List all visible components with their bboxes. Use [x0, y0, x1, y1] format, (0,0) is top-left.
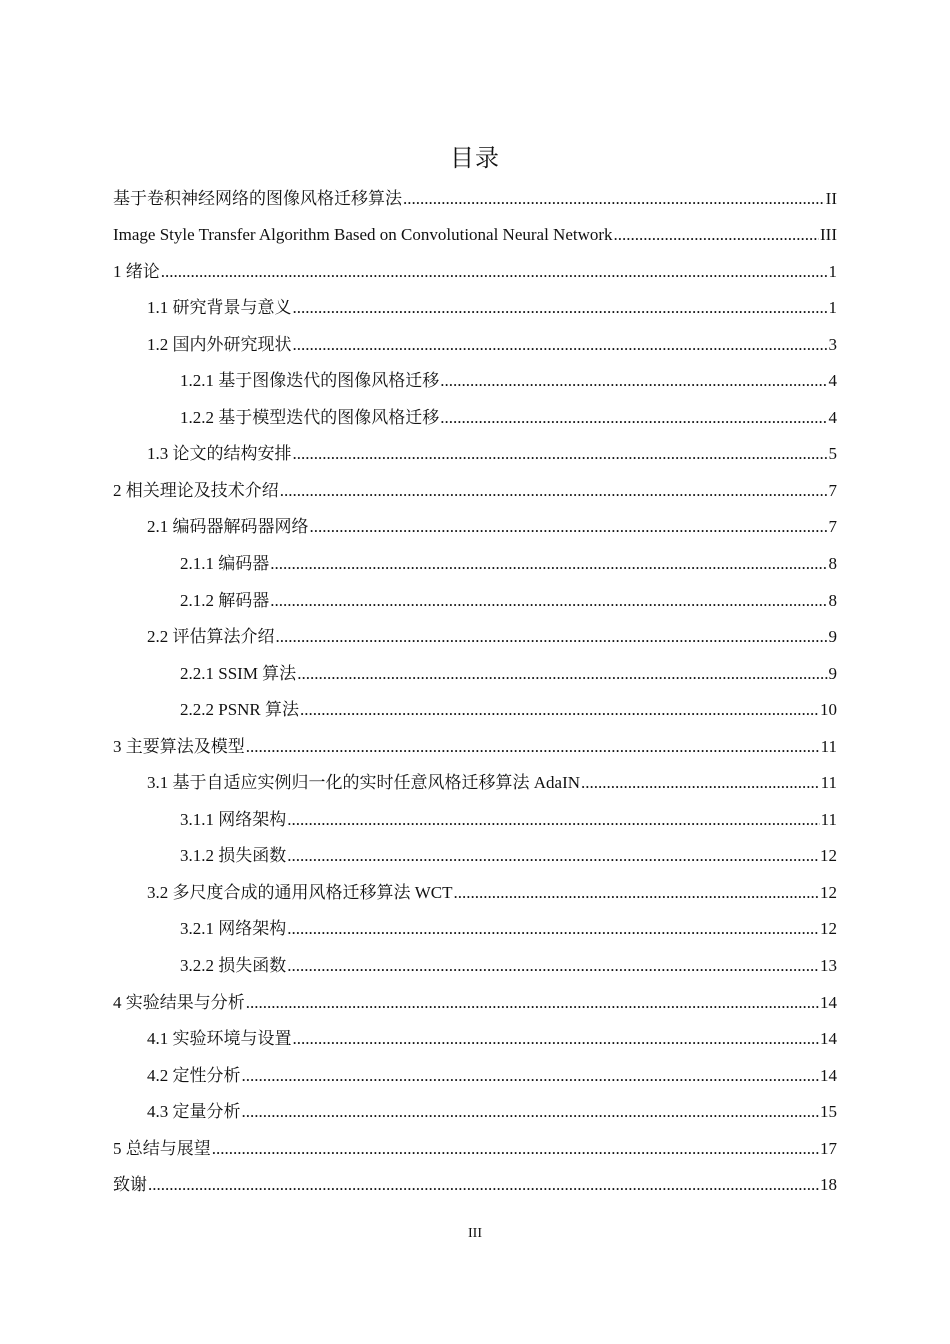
toc-entry-title: Image Style Transfer Algorithm Based on Convolutional Neural Network	[113, 225, 613, 245]
toc-entry-page: 14	[820, 1029, 837, 1049]
toc-entry-page: 13	[820, 956, 837, 976]
dot-leader	[454, 875, 819, 911]
toc-entry-title: 1.3 论文的结构安排	[147, 444, 292, 464]
toc-entry-page: 8	[828, 590, 837, 610]
toc-entry[interactable]	[113, 728, 837, 765]
toc-entry-page: 15	[820, 1102, 837, 1122]
toc-entry-page: 14	[820, 992, 837, 1012]
dot-leader	[440, 363, 827, 399]
dot-leader	[287, 911, 819, 947]
toc-entry-page: 5	[828, 444, 837, 464]
toc-entry[interactable]	[113, 217, 837, 254]
dot-leader	[246, 985, 819, 1021]
toc-entry-page: 7	[828, 480, 837, 500]
toc-entry[interactable]	[113, 692, 837, 729]
toc-entry[interactable]	[113, 363, 837, 400]
toc-entry[interactable]	[113, 947, 837, 984]
toc-entry-page: 14	[820, 1065, 837, 1085]
dot-leader	[246, 729, 820, 765]
toc-entry-page: III	[820, 225, 837, 245]
toc-entry[interactable]	[113, 911, 837, 948]
toc-entry-page: 9	[828, 663, 837, 683]
toc-entry-title: 3.1.2 损失函数	[180, 846, 287, 866]
toc-entry[interactable]	[113, 1130, 837, 1167]
dot-leader	[614, 217, 819, 253]
dot-leader	[287, 948, 819, 984]
dot-leader	[403, 181, 825, 217]
toc-entry[interactable]	[113, 436, 837, 473]
dot-leader	[280, 473, 828, 509]
toc-entry-title: 5 总结与展望	[113, 1138, 211, 1158]
dot-leader	[276, 619, 828, 655]
toc-entry-title: 4.2 定性分析	[147, 1065, 241, 1085]
toc-entry-page: 4	[828, 407, 837, 427]
toc-entry[interactable]	[113, 180, 837, 217]
toc-entry[interactable]	[113, 582, 837, 619]
toc-entry-title: 3.2 多尺度合成的通用风格迁移算法 WCT	[147, 882, 453, 902]
toc-entry[interactable]	[113, 765, 837, 802]
toc-entry[interactable]	[113, 290, 837, 327]
toc-entry-title: 3.1.1 网络架构	[180, 809, 287, 829]
toc-entry-page: 12	[820, 846, 837, 866]
toc-entry-title: 基于卷积神经网络的图像风格迁移算法	[113, 188, 402, 208]
toc-entry-page: 4	[828, 371, 837, 391]
toc-entry[interactable]	[113, 1167, 837, 1204]
toc-entry-page: 18	[820, 1175, 837, 1195]
toc-entry[interactable]	[113, 472, 837, 509]
toc-entry-page: 12	[820, 882, 837, 902]
page-title: 目录	[450, 144, 500, 172]
dot-leader	[270, 583, 827, 619]
dot-leader	[297, 656, 827, 692]
dot-leader	[270, 546, 827, 582]
toc-entry[interactable]	[113, 874, 837, 911]
dot-leader	[242, 1058, 820, 1094]
toc-entry-title: 3.2.2 损失函数	[180, 956, 287, 976]
dot-leader	[581, 765, 820, 801]
toc-entry-title: 4.3 定量分析	[147, 1102, 241, 1122]
dot-leader	[212, 1131, 819, 1167]
dot-leader	[148, 1167, 819, 1203]
dot-leader	[300, 692, 819, 728]
toc-entry-title: 1.1 研究背景与意义	[147, 298, 292, 318]
toc-entry-page: 11	[820, 773, 837, 793]
toc-entry-title: 1.2 国内外研究现状	[147, 334, 292, 354]
toc-entry-title: 1.2.2 基于模型迭代的图像风格迁移	[180, 407, 440, 427]
toc-entry-title: 1.2.1 基于图像迭代的图像风格迁移	[180, 371, 440, 391]
toc-entry[interactable]	[113, 838, 837, 875]
toc-entry-title: 2.2.2 PSNR 算法	[180, 700, 300, 720]
toc-entry[interactable]	[113, 399, 837, 436]
dot-leader	[310, 509, 828, 545]
toc-entry-page: 3	[828, 334, 837, 354]
toc-entry-page: 11	[820, 809, 837, 829]
toc-entry-title: 3.1 基于自适应实例归一化的实时任意风格迁移算法 AdaIN	[147, 773, 581, 793]
toc-entry[interactable]	[113, 326, 837, 363]
toc-entry-page: 8	[828, 554, 837, 574]
dot-leader	[293, 327, 828, 363]
table-of-contents	[113, 180, 837, 1203]
toc-entry-title: 2.2.1 SSIM 算法	[180, 663, 297, 683]
page-number: III	[468, 1226, 482, 1241]
toc-entry-page: 11	[820, 736, 837, 756]
toc-entry-page: 10	[820, 700, 837, 720]
toc-entry-title: 3 主要算法及模型	[113, 736, 245, 756]
toc-entry[interactable]	[113, 1094, 837, 1131]
toc-entry-title: 3.2.1 网络架构	[180, 919, 287, 939]
toc-entry[interactable]	[113, 619, 837, 656]
toc-entry-page: 17	[820, 1138, 837, 1158]
toc-entry-title: 2.1.2 解码器	[180, 590, 270, 610]
dot-leader	[293, 436, 828, 472]
toc-entry[interactable]	[113, 509, 837, 546]
toc-entry-title: 致谢	[113, 1175, 147, 1195]
toc-entry-title: 1 绪论	[113, 261, 160, 281]
toc-entry-page: 1	[828, 261, 837, 281]
toc-entry-title: 4.1 实验环境与设置	[147, 1029, 292, 1049]
dot-leader	[287, 802, 819, 838]
dot-leader	[287, 838, 819, 874]
toc-entry-page: 7	[828, 517, 837, 537]
toc-entry[interactable]	[113, 1057, 837, 1094]
toc-entry-title: 2 相关理论及技术介绍	[113, 480, 279, 500]
toc-entry[interactable]	[113, 253, 837, 290]
toc-entry[interactable]	[113, 984, 837, 1021]
dot-leader	[242, 1094, 820, 1130]
toc-entry-page: 12	[820, 919, 837, 939]
toc-entry[interactable]	[113, 801, 837, 838]
toc-entry[interactable]	[113, 655, 837, 692]
dot-leader	[161, 254, 828, 290]
toc-entry-title: 2.1.1 编码器	[180, 554, 270, 574]
dot-leader	[293, 1021, 820, 1057]
toc-entry-page: 1	[828, 298, 837, 318]
toc-entry-title: 2.2 评估算法介绍	[147, 627, 275, 647]
dot-leader	[440, 400, 827, 436]
toc-entry-page: 9	[828, 627, 837, 647]
dot-leader	[293, 290, 828, 326]
toc-entry-page: II	[825, 188, 837, 208]
toc-entry[interactable]	[113, 545, 837, 582]
toc-entry-title: 4 实验结果与分析	[113, 992, 245, 1012]
toc-entry[interactable]	[113, 1021, 837, 1058]
toc-entry-title: 2.1 编码器解码器网络	[147, 517, 309, 537]
